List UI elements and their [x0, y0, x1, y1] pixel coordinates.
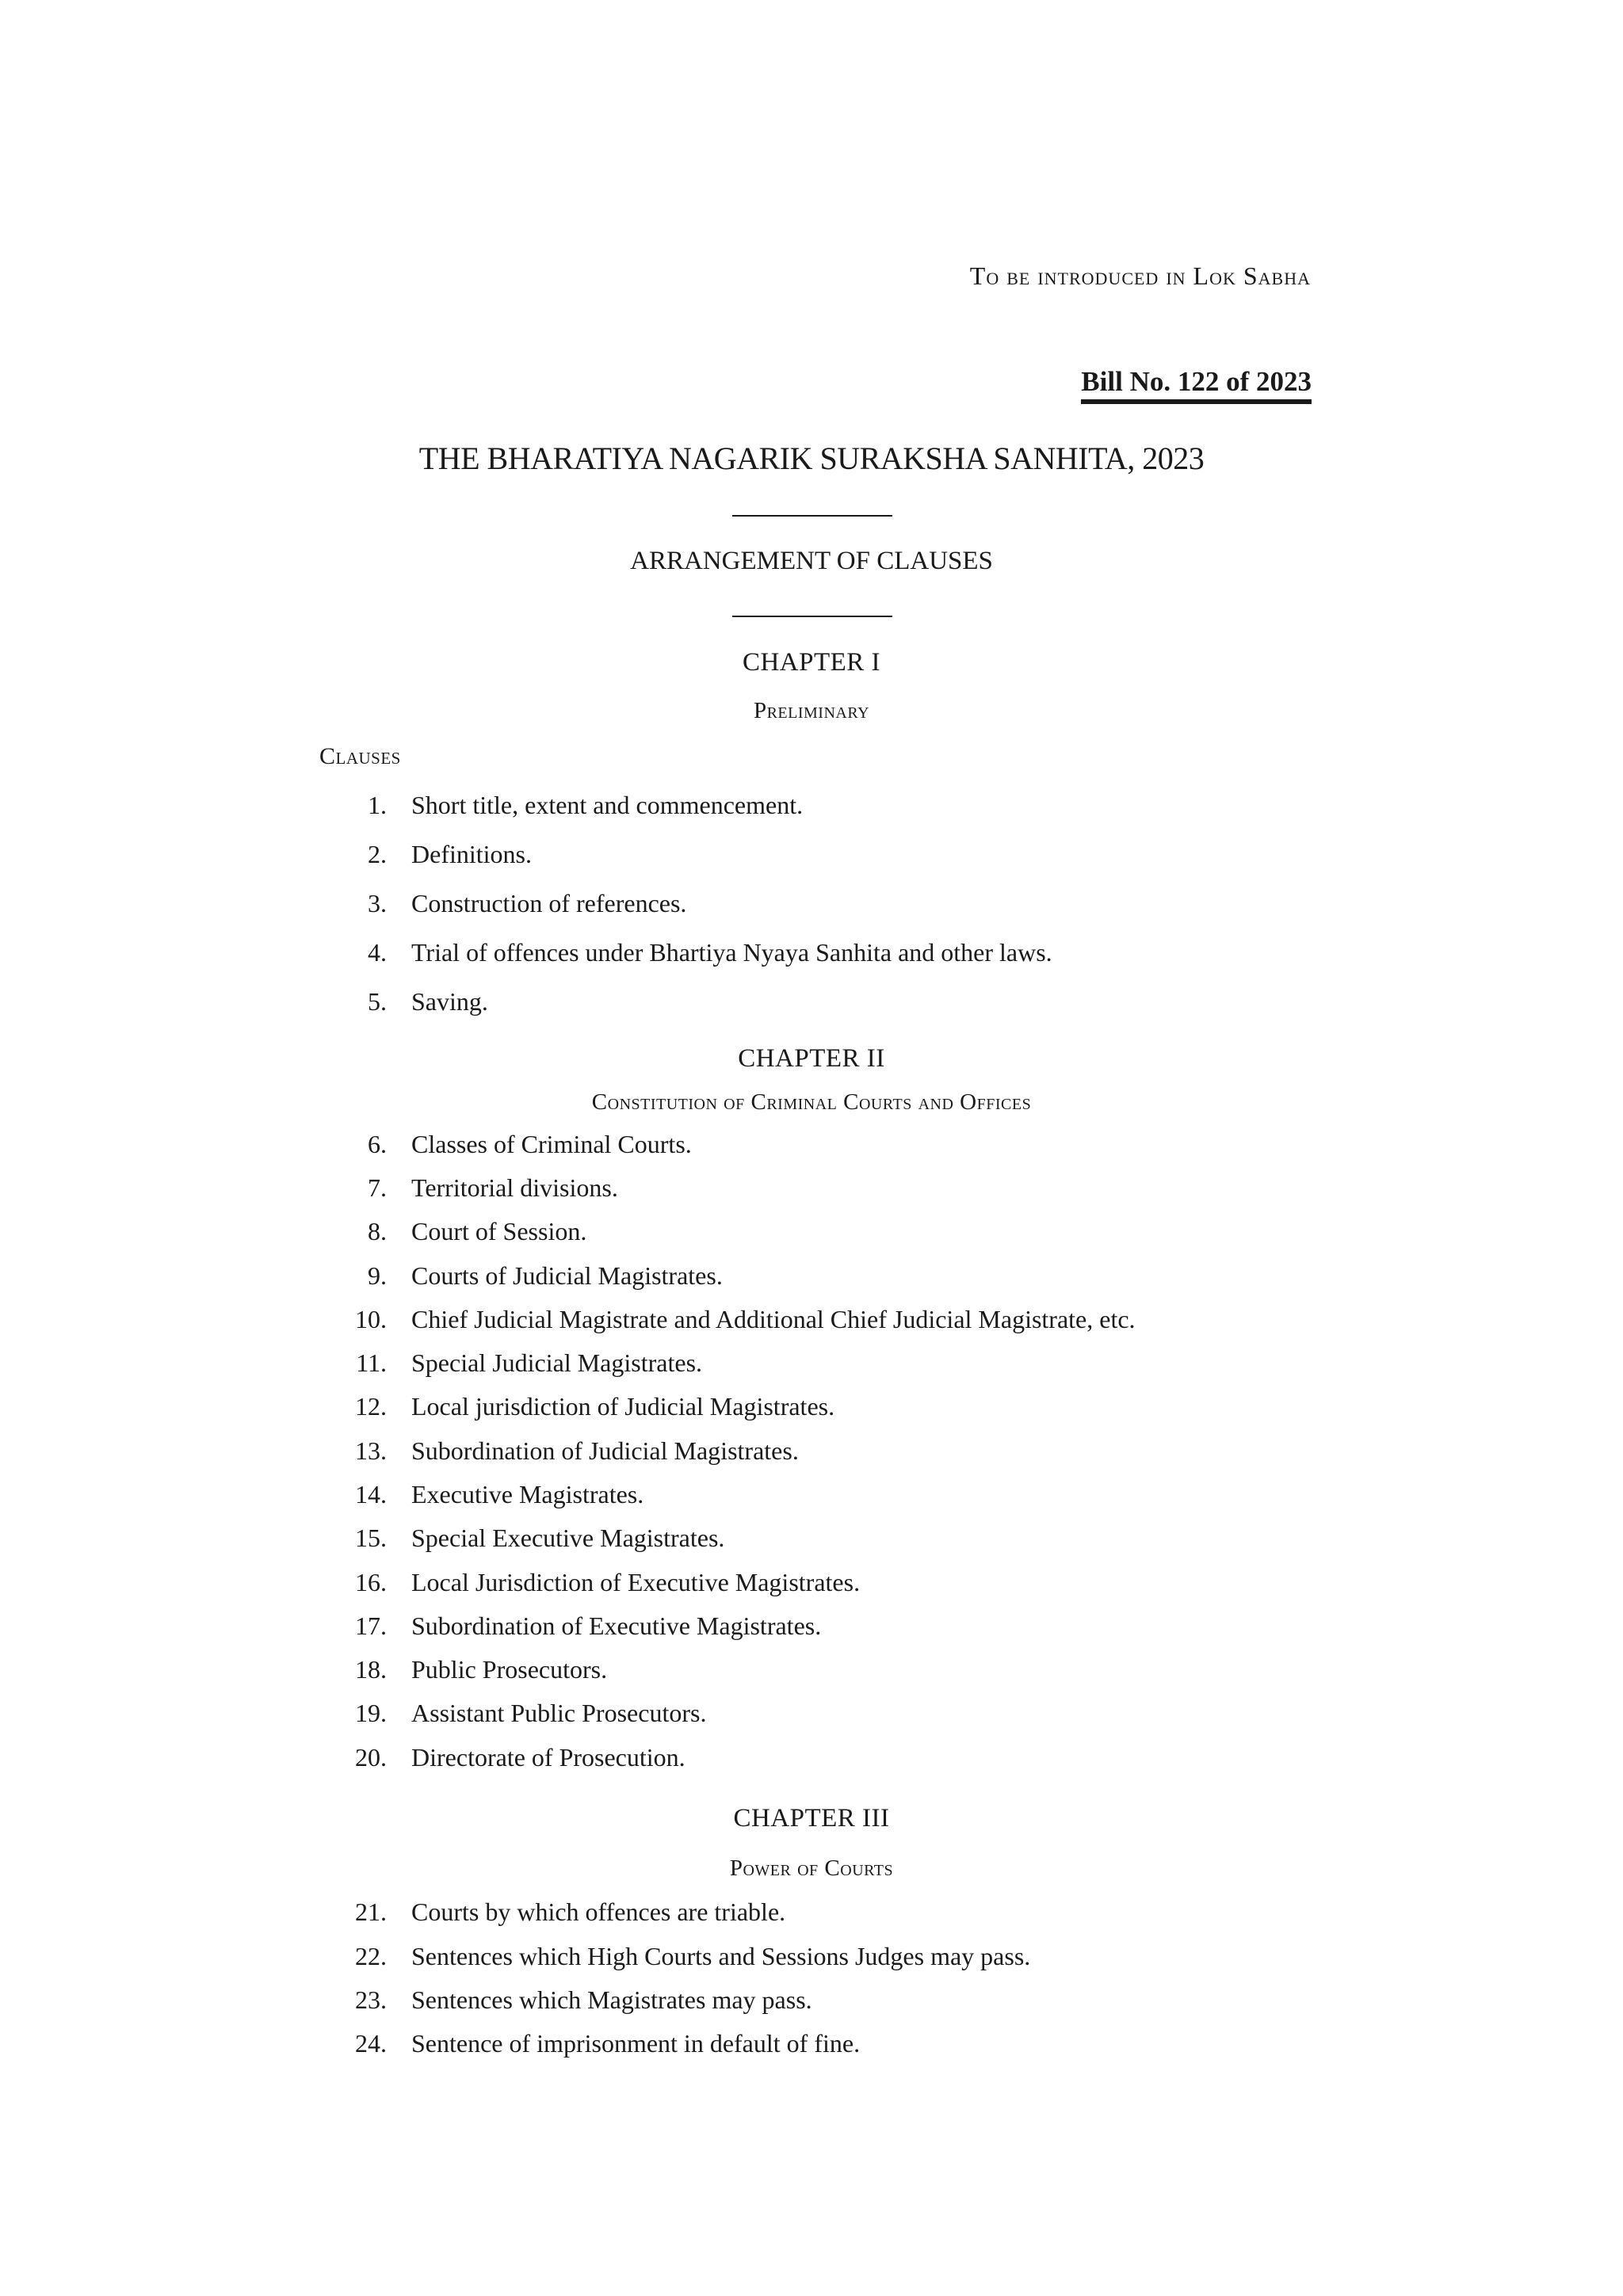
clause-item [0, 1392, 1623, 1427]
clause-number: 18. [355, 1655, 387, 1684]
clause-text: Chief Judicial Magistrate and Additional Chief Judicial Magistrate, etc. [411, 1305, 1136, 1333]
clause-text: Public Prosecutors. [411, 1655, 608, 1684]
clause-item [0, 1348, 1623, 1383]
clause-number: 21. [355, 1897, 387, 1926]
chapter-2-label: CHAPTER II [738, 1044, 885, 1073]
clause-item [0, 1524, 1623, 1558]
clause-text: Definitions. [411, 840, 532, 868]
clause-item [0, 1942, 1623, 1977]
clause-number: 16. [355, 1568, 387, 1596]
clauses-label: Clauses [319, 743, 401, 769]
clause-text: Sentences which High Courts and Sessions Judges may pass. [411, 1942, 1031, 1970]
chapter-3-label: CHAPTER III [733, 1804, 890, 1833]
clause-number: 24. [355, 2029, 387, 2058]
clause-text: Subordination of Executive Magistrates. [411, 1611, 822, 1640]
clause-number: 19. [355, 1699, 387, 1727]
clause-text: Sentence of imprisonment in default of fine. [411, 2029, 861, 2058]
document-title: THE BHARATIYA NAGARIK SURAKSHA SANHITA, 2023 [418, 441, 1205, 476]
clause-text: Territorial divisions. [411, 1173, 618, 1202]
clause-number: 12. [355, 1392, 387, 1421]
clause-text: Local Jurisdiction of Executive Magistrates. [411, 1568, 861, 1596]
chapter-1-label: CHAPTER I [742, 648, 881, 677]
clause-text: Executive Magistrates. [411, 1480, 644, 1508]
clause-number: 22. [355, 1942, 387, 1970]
clause-number: 9. [368, 1261, 387, 1290]
clause-text: Directorate of Prosecution. [411, 1743, 685, 1772]
clause-text: Local jurisdiction of Judicial Magistrates. [411, 1392, 835, 1421]
clause-item [0, 1480, 1623, 1515]
clause-text: Assistant Public Prosecutors. [411, 1699, 707, 1727]
clause-text: Court of Session. [411, 1217, 587, 1245]
clause-number: 10. [355, 1305, 387, 1333]
clause-text: Classes of Criminal Courts. [411, 1130, 692, 1158]
clause-number: 4. [368, 938, 387, 967]
clause-text: Trial of offences under Bhartiya Nyaya Sanhita and other laws. [411, 938, 1052, 967]
clause-item [0, 840, 1623, 875]
clause-text: Subordination of Judicial Magistrates. [411, 1436, 799, 1465]
clause-number: 5. [368, 987, 387, 1016]
clause-number: 8. [368, 1217, 387, 1245]
clause-item [0, 1130, 1623, 1165]
clause-text: Short title, extent and commencement. [411, 791, 804, 819]
arrangement-divider [732, 616, 892, 617]
clause-item [0, 1897, 1623, 1932]
chapter-3-subtitle: Power of Courts [729, 1855, 894, 1881]
clause-number: 1. [368, 791, 387, 819]
chapter-1-subtitle: Preliminary [753, 698, 870, 723]
clause-text: Courts by which offences are triable. [411, 1897, 786, 1926]
clause-item [0, 987, 1623, 1022]
clause-item [0, 1217, 1623, 1252]
clause-text: Courts of Judicial Magistrates. [411, 1261, 723, 1290]
clause-text: Saving. [411, 987, 488, 1016]
clause-number: 7. [368, 1173, 387, 1202]
clause-item [0, 1436, 1623, 1471]
clause-text: Construction of references. [411, 889, 687, 917]
clause-number: 14. [355, 1480, 387, 1508]
clause-item [0, 938, 1623, 973]
clause-item [0, 1655, 1623, 1690]
clause-item [0, 889, 1623, 924]
clause-item [0, 2029, 1623, 2064]
clause-number: 2. [368, 840, 387, 868]
clause-number: 11. [356, 1348, 387, 1377]
clause-number: 6. [368, 1130, 387, 1158]
arrangement-heading: ARRANGEMENT OF CLAUSES [630, 547, 993, 575]
clause-number: 13. [355, 1436, 387, 1465]
clause-item [0, 1611, 1623, 1646]
clause-text: Special Judicial Magistrates. [411, 1348, 703, 1377]
clause-item [0, 1699, 1623, 1733]
chapter-2-subtitle: Constitution of Criminal Courts and Offices [591, 1089, 1032, 1115]
clause-number: 3. [368, 889, 387, 917]
clause-item [0, 1305, 1623, 1340]
introduction-note: To be introduced in Lok Sabha [969, 261, 1311, 290]
clause-item [0, 1985, 1623, 2020]
clause-number: 17. [355, 1611, 387, 1640]
clause-number: 15. [355, 1524, 387, 1552]
clause-number: 20. [355, 1743, 387, 1772]
clause-number: 23. [355, 1985, 387, 2014]
clause-item [0, 1173, 1623, 1208]
clause-item [0, 1568, 1623, 1603]
title-divider [732, 515, 892, 517]
bill-number: Bill No. 122 of 2023 [1081, 367, 1312, 404]
clause-item [0, 1743, 1623, 1778]
clause-item [0, 791, 1623, 826]
clause-text: Special Executive Magistrates. [411, 1524, 725, 1552]
clause-item [0, 1261, 1623, 1296]
clause-text: Sentences which Magistrates may pass. [411, 1985, 812, 2014]
